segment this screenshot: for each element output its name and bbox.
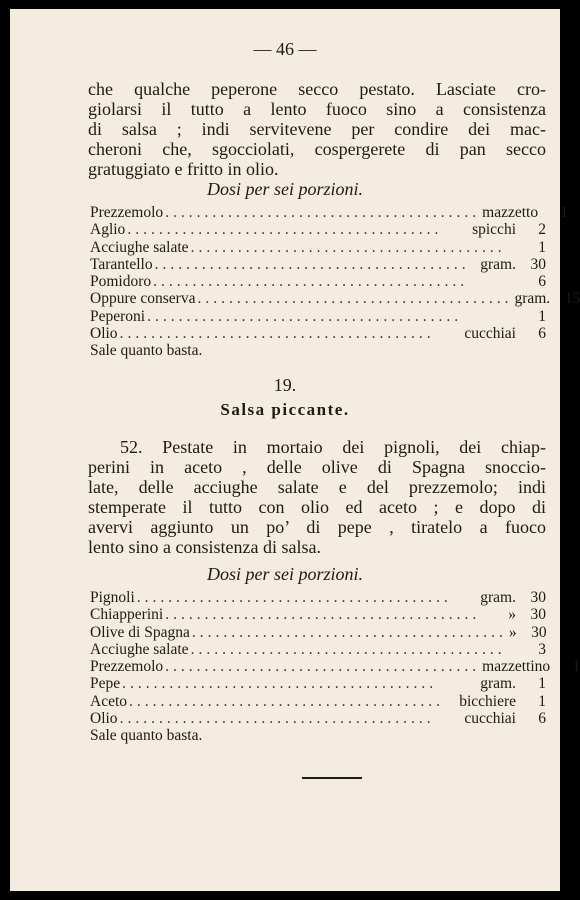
ingredient-name: Acciughe salate [90,640,189,658]
ingredient-row: Pepe ........................................ gram. 1 [90,675,546,693]
ingredient-row: Pomidoro ........................................ 6 [90,273,546,291]
ingredient-row: Aceto ........................................ bicchiere 1 [90,692,546,710]
recipe-number: 19. [273,375,297,395]
ingredient-name: Prezzemolo [90,658,164,676]
recipe-title: Salsa piccante. [220,400,350,419]
ingredient-qty: 3 [538,640,546,658]
ingredient-qty: 1 [538,307,546,325]
ingredient-name: Oppure conserva [90,290,196,308]
ingredient-name: Acciughe salate [90,238,189,256]
ingredient-unit: cucchiai [464,325,516,343]
ingredient-name: Tarantello [90,255,153,273]
text-line: perini in aceto , delle olive di Spagna snoccio- [88,457,546,477]
ingredient-qty: 6 [538,273,546,291]
ingredient-unit: gram. [480,589,516,606]
ingredient-name: Peperoni [90,307,146,325]
ingredient-row: Pignoli ........................................ gram. 30 [90,589,546,606]
book-page [10,9,580,891]
ingredient-unit: gram. [480,255,516,273]
ingredient-row: Peperoni ........................................ 1 [90,307,546,325]
text-line: di salsa ; indi servitevene per condire dei mac- [88,119,546,139]
ingredient-name: Olio [90,325,118,343]
text-line: 52. Pestate in mortaio dei pignoli, dei chiap- [120,437,546,457]
ingredient-qty: 30 [531,623,547,641]
ingredient-row: Prezzemolo ........................................ mazzettino 1 [90,658,580,676]
ingredient-name: Olive di Spagna [90,623,190,641]
ingredient-qty: 30 [530,255,546,273]
ingredient-note: Sale quanto basta. [90,727,203,745]
ingredient-qty: 1 [538,238,546,256]
section-divider [302,777,362,779]
ingredient-qty: 2 [538,221,546,239]
text-line: lento sino a consistenza di salsa. [88,537,321,557]
text-line: che qualche peperone secco pestato. Lasciate cro- [88,79,546,99]
ingredient-row: Olio ........................................ cucchiai 6 [90,710,546,728]
ingredient-row: Olive di Spagna ........................................ » 30 [90,623,547,641]
ingredient-row: Chiapperini ........................................ » 30 [90,606,546,624]
text-line: late, delle acciughe salate e del prezzemolo; indi [88,477,546,497]
ingredient-unit: gram. [514,290,551,308]
ingredient-name: Prezzemolo [90,204,164,221]
ingredient-row: Acciughe salate ........................................ 3 [90,640,546,658]
ingredient-name: Olio [90,710,118,728]
dosi-heading-2: Dosi per sei porzioni. [206,564,363,584]
ingredient-unit: cucchiai [464,710,516,728]
ingredient-unit: spicchi [472,221,516,239]
ingredient-name: Pomidoro [90,273,152,291]
ingredient-qty: 1 [538,675,546,693]
intro-paragraph [88,79,546,179]
ingredient-note: Sale quanto basta. [90,342,203,360]
ingredient-list-1 [90,204,580,360]
ingredient-row: Tarantello ........................................ gram. 30 [90,255,546,273]
ingredient-qty: 6 [538,325,546,343]
ingredient-name: Aglio [90,221,126,239]
ingredient-qty: 30 [530,589,546,606]
ingredient-qty: 15 [564,290,580,308]
ingredient-name: Pepe [90,675,121,693]
dosi-heading-1: Dosi per sei porzioni. [206,179,363,199]
ingredient-qty: 30 [530,606,546,624]
ingredient-unit: mazzetto [482,204,539,221]
ingredient-qty: 1 [572,658,580,676]
recipe-paragraph [88,437,546,557]
ingredient-unit: » [508,623,517,641]
ingredient-row: Oppure conserva ........................................ gram. 15 [90,290,580,308]
text-line: avervi aggiunto un po’ di pepe , tiratelo a fuoco [88,517,546,537]
text-line: cheroni che, sgocciolati, cospergerete di pan secco [88,139,546,159]
page-number: — 46 — [253,39,317,59]
ingredient-qty: 6 [538,710,546,728]
ingredient-unit: » [508,606,516,624]
text-line: stemperate il tutto con olio ed aceto ; e dopo di [88,497,546,517]
ingredient-qty: 1 [560,204,569,221]
ingredient-name: Aceto [90,692,128,710]
ingredient-unit: bicchiere [459,692,516,710]
ingredient-name: Chiapperini [90,606,164,624]
ingredient-name: Pignoli [90,589,135,606]
ingredient-row: Olio ........................................ cucchiai 6 [90,325,546,343]
ingredient-qty: 1 [538,692,546,710]
text-line: giolarsi il tutto a lento fuoco sino a consistenza [88,99,546,119]
ingredient-list-2 [90,589,580,745]
text-line: gratuggiato e fritto in olio. [88,159,279,179]
ingredient-unit: gram. [480,675,516,693]
ingredient-row: Prezzemolo ........................................ mazzetto 1 [90,204,569,221]
ingredient-unit: mazzettino [482,658,551,676]
ingredient-row: Acciughe salate ........................................ 1 [90,238,546,256]
ingredient-row: Aglio ........................................ spicchi 2 [90,221,546,239]
